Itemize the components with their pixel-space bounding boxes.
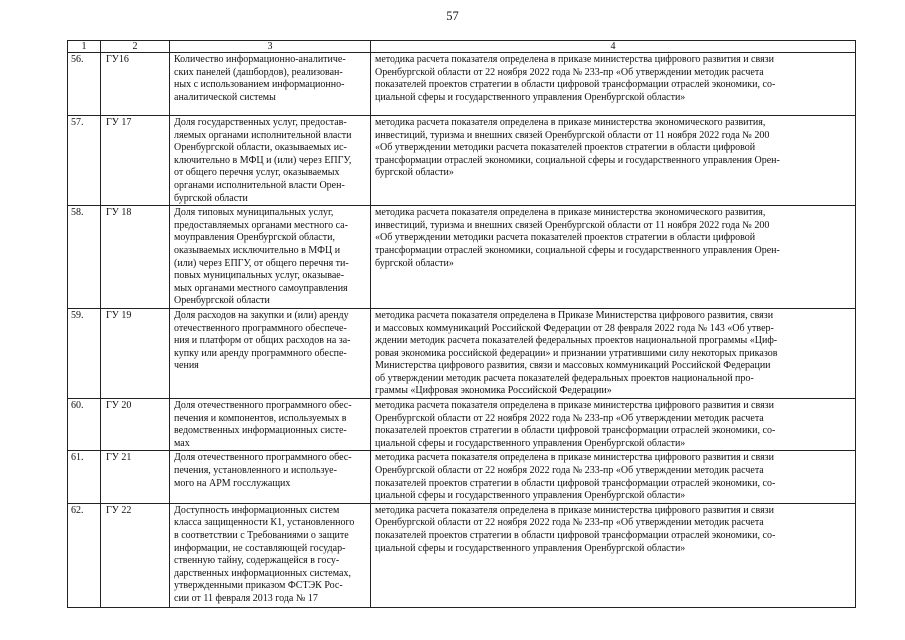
calculation-method: методика расчета показателя определена в приказе министерства экономического развития, инвестиций, туризма и внешних связей Оренбургской области от 11 ноября 2022 года № 200 «Об утверждении методики расчета показателей проектов стратегии в области цифровой трансформации отраслей экономики, социальной сферы и государственного управления Орен- бургской области» — [371, 116, 856, 206]
header-cell: 2 — [101, 41, 170, 53]
table-row — [68, 308, 856, 398]
calculation-method: методика расчета показателя определена в приказе министерства цифрового развития и связи Оренбургской области от 22 ноября 2022 года № 233-пр «Об утверждении методик расчета показателей проектов стратегии в области цифровой трансформации отраслей экономики, со- циальной сферы и государственного управления Оренбургской области» — [371, 53, 856, 116]
indicator-code: ГУ 17 — [101, 116, 170, 206]
indicator-name: Доступность информационных систем класса защищенности К1, установленного в соответствии с Требованиями о защите информации, не составляющей государ- ственную тайну, содержащейся в госу- дарственных информационных системах, утвержденными приказом ФСТЭК Рос- сии от 11 февраля 2013 года № 17 — [170, 503, 371, 607]
indicator-code: ГУ 18 — [101, 206, 170, 309]
indicator-name: Доля государственных услуг, предостав- ляемых органами исполнительной власти Оренбургской области, оказываемых ис- ключительно в МФЦ и (или) через ЕПГУ, от общего перечня услуг, оказываемых органами исполнительной власти Орен- бургской области — [170, 116, 371, 206]
calculation-method: методика расчета показателя определена в приказе министерства цифрового развития и связи Оренбургской области от 22 ноября 2022 года № 233-пр «Об утверждении методик расчета показателей проектов стратегии в области цифровой трансформации отраслей экономики, со- циальной сферы и государственного управления Оренбургской области» — [371, 451, 856, 503]
header-cell: 3 — [170, 41, 371, 53]
table-row — [68, 206, 856, 309]
indicator-code: ГУ 22 — [101, 503, 170, 607]
indicator-code: ГУ 19 — [101, 308, 170, 398]
row-number: 59. — [68, 308, 101, 398]
indicators-table — [67, 40, 856, 608]
indicator-name: Доля отечественного программного обес- печения, установленного и используе- мого на АРМ госслужащих — [170, 451, 371, 503]
table-row — [68, 399, 856, 451]
row-number: 56. — [68, 53, 101, 116]
calculation-method: методика расчета показателя определена в приказе министерства экономического развития, инвестиций, туризма и внешних связей Оренбургской области от 11 ноября 2022 года № 200 «Об утверждении методики расчета показателей проектов стратегии в области цифровой трансформации отраслей экономики, социальной сферы и государственного управления Орен- бургской области» — [371, 206, 856, 309]
table-row — [68, 116, 856, 206]
indicator-name: Доля расходов на закупки и (или) аренду отечественного программного обеспече- ния и платформ от общих расходов на за- купку или аренду программного обеспе- чения — [170, 308, 371, 398]
indicator-code: ГУ16 — [101, 53, 170, 116]
header-cell: 4 — [371, 41, 856, 53]
table-row — [68, 53, 856, 116]
row-number: 60. — [68, 399, 101, 451]
row-number: 57. — [68, 116, 101, 206]
calculation-method: методика расчета показателя определена в Приказе Министерства цифрового развития, связи и массовых коммуникаций Российской Федерации от 28 февраля 2022 года № 143 «Об утвер- ждении методик расчета показателей федеральных проектов национальной программы «Циф- ровая экономика российской федерации» и признании утратившими силу некоторых приказов Министерства цифрового развития, связи и массовых коммуникаций Российской Федерации об утверждении методик расчета показателей федеральных проектов национальной про- граммы «Цифровая экономика Российской Федерации» — [371, 308, 856, 398]
indicator-name: Доля отечественного программного обес- печения и компонентов, используемых в ведомственных информационных систе- мах — [170, 399, 371, 451]
indicator-code: ГУ 20 — [101, 399, 170, 451]
indicator-name: Количество информационно-аналитиче- ских панелей (дашбордов), реализован- ных с использованием информационно- аналитической системы — [170, 53, 371, 116]
header-cell: 1 — [68, 41, 101, 53]
table-row — [68, 503, 856, 607]
row-number: 62. — [68, 503, 101, 607]
table-header-row — [68, 41, 856, 53]
row-number: 58. — [68, 206, 101, 309]
calculation-method: методика расчета показателя определена в приказе министерства цифрового развития и связи Оренбургской области от 22 ноября 2022 года № 233-пр «Об утверждении методик расчета показателей проектов стратегии в области цифровой трансформации отраслей экономики, со- циальной сферы и государственного управления Оренбургской области» — [371, 399, 856, 451]
row-number: 61. — [68, 451, 101, 503]
page-number: 57 — [446, 9, 459, 23]
indicator-name: Доля типовых муниципальных услуг, предоставляемых органами местного са- моуправления Оренбургской области, оказываемых исключительно в МФЦ и (или) через ЕПГУ, от общего перечня ти- повых муниципальных услуг, оказывае- мых органами местного самоуправления Оренбургской области — [170, 206, 371, 309]
calculation-method: методика расчета показателя определена в приказе министерства цифрового развития и связи Оренбургской области от 22 ноября 2022 года № 233-пр «Об утверждении методик расчета показателей проектов стратегии в области цифровой трансформации отраслей экономики, со- циальной сферы и государственного управления Оренбургской области» — [371, 503, 856, 607]
indicator-code: ГУ 21 — [101, 451, 170, 503]
table-row — [68, 451, 856, 503]
